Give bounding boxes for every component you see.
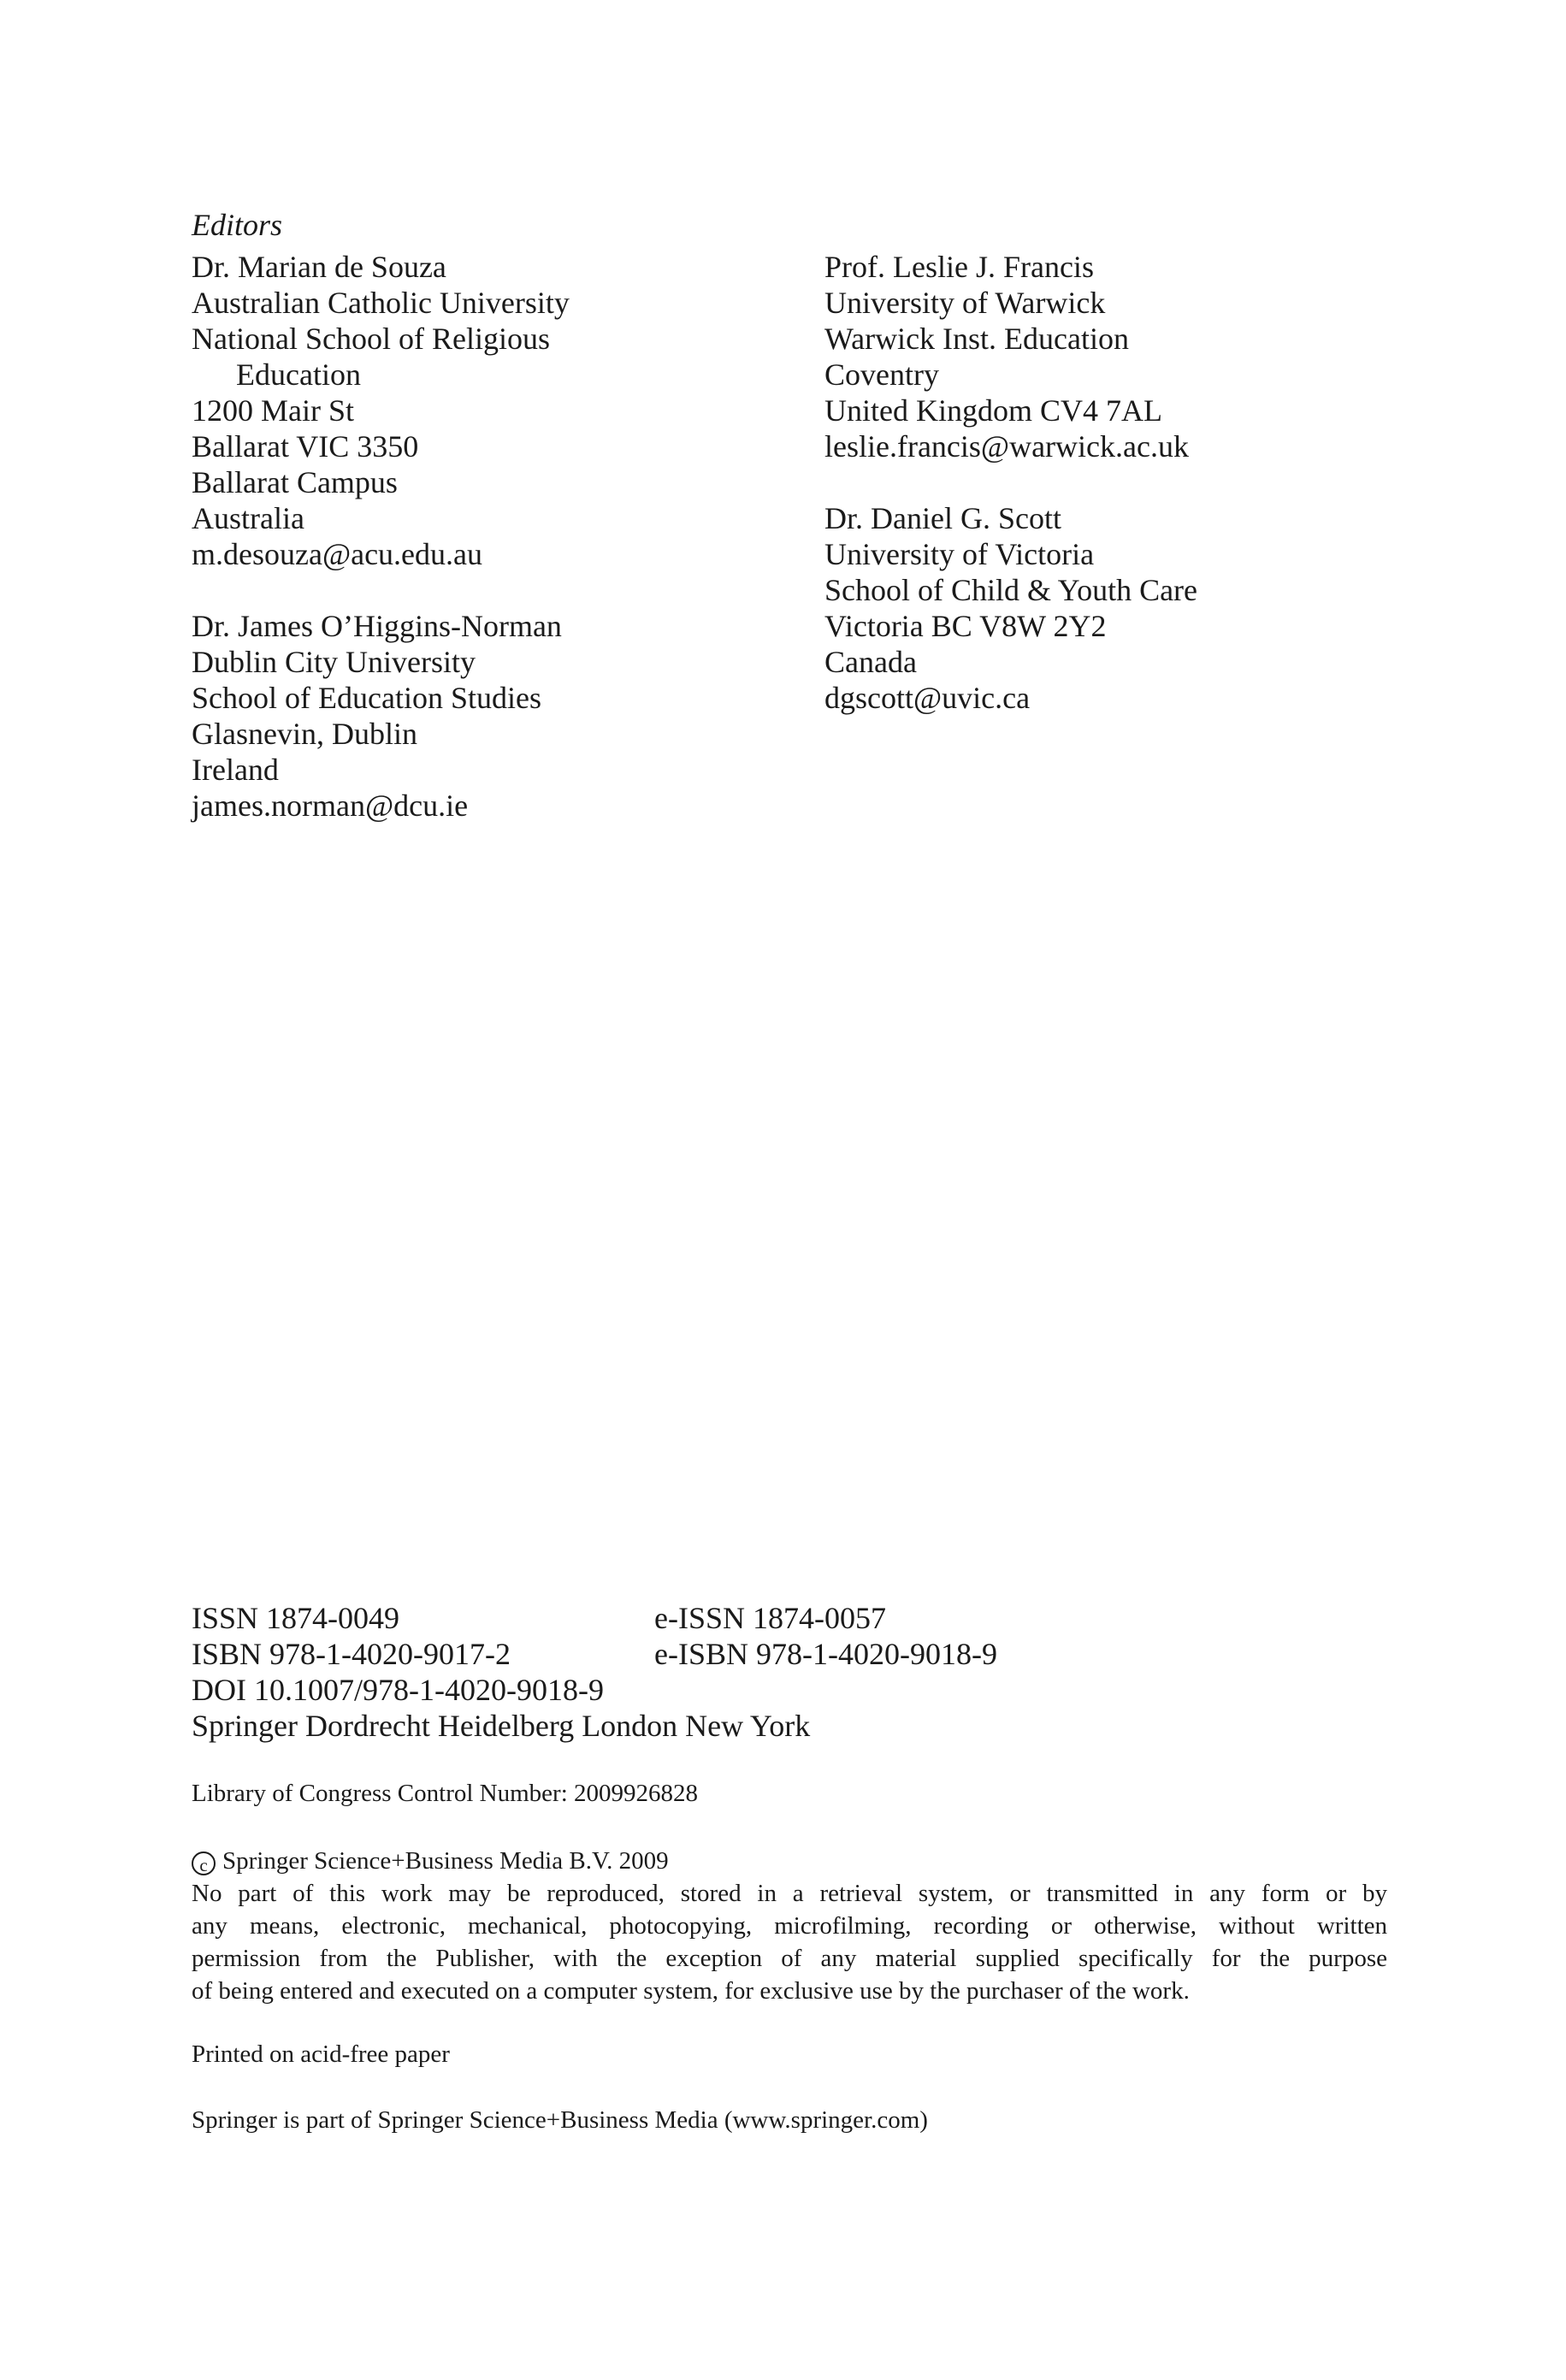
copyright-holder: Springer Science+Business Media B.V. 2009	[222, 1847, 669, 1875]
publisher-cities: Springer Dordrecht Heidelberg London New York	[192, 1709, 811, 1743]
editor-email: james.norman@dcu.ie	[192, 788, 469, 823]
springer-part-note: Springer is part of Springer Science+Business Media (www.springer.com)	[192, 2106, 928, 2134]
editor-city: Coventry	[824, 357, 939, 392]
editor-department: School of Education Studies	[192, 681, 541, 715]
editor-address-scott	[824, 500, 1197, 716]
isbn: ISBN 978-1-4020-9017-2	[192, 1637, 511, 1671]
editor-name: Dr. Daniel G. Scott	[824, 501, 1061, 535]
editor-department: National School of Religious	[192, 322, 550, 356]
rights-statement	[192, 1877, 1387, 2007]
issn: ISSN 1874-0049	[192, 1601, 400, 1635]
editor-email: leslie.francis@warwick.ac.uk	[824, 429, 1189, 464]
library-of-congress-number: Library of Congress Control Number: 2009926828	[192, 1780, 699, 1807]
editor-address-souza	[192, 249, 570, 572]
rights-line: permission from the Publisher, with the exception of any material supplied specifically for the purpose	[192, 1945, 1387, 1972]
editor-name: Dr. James O’Higgins-Norman	[192, 609, 562, 643]
copyright-line	[192, 1845, 1387, 1877]
e-isbn: e-ISBN 978-1-4020-9018-9	[654, 1637, 997, 1671]
editor-city: Ballarat VIC 3350	[192, 429, 419, 464]
rights-line: any means, electronic, mechanical, photocopying, microfilming, recording or otherwise, without written	[192, 1912, 1387, 1940]
editor-address-norman	[192, 608, 562, 824]
editor-name: Dr. Marian de Souza	[192, 250, 446, 284]
publication-identifiers	[192, 1600, 997, 1744]
rights-line: of being entered and executed on a computer system, for exclusive use by the purchaser of the work.	[192, 1977, 1190, 2005]
editors-heading: Editors	[192, 208, 283, 242]
editor-institution: University of Warwick	[824, 286, 1106, 320]
editor-department: Warwick Inst. Education	[824, 322, 1129, 356]
editor-institution: Dublin City University	[192, 645, 476, 679]
editor-email: dgscott@uvic.ca	[824, 681, 1031, 715]
editor-city: Glasnevin, Dublin	[192, 717, 417, 751]
editor-department-cont: Education	[236, 357, 361, 392]
editor-country: Ireland	[192, 753, 279, 787]
e-issn: e-ISSN 1874-0057	[654, 1601, 886, 1635]
editor-institution: Australian Catholic University	[192, 286, 570, 320]
editor-email: m.desouza@acu.edu.au	[192, 537, 483, 571]
doi: DOI 10.1007/978-1-4020-9018-9	[192, 1673, 604, 1707]
editor-country: United Kingdom CV4 7AL	[824, 393, 1162, 428]
editor-department: School of Child & Youth Care	[824, 573, 1198, 607]
copyright-icon: c	[192, 1851, 216, 1875]
editor-address-francis	[824, 249, 1189, 464]
editor-street: 1200 Mair St	[192, 393, 355, 428]
editor-city: Victoria BC V8W 2Y2	[824, 609, 1107, 643]
editor-campus: Ballarat Campus	[192, 465, 398, 499]
rights-line: No part of this work may be reproduced, stored in a retrieval system, or transmitted in any form or by	[192, 1880, 1387, 1907]
editor-name: Prof. Leslie J. Francis	[824, 250, 1094, 284]
editor-country: Canada	[824, 645, 917, 679]
printed-note: Printed on acid-free paper	[192, 2040, 450, 2068]
editor-institution: University of Victoria	[824, 537, 1095, 571]
editor-country: Australia	[192, 501, 304, 535]
